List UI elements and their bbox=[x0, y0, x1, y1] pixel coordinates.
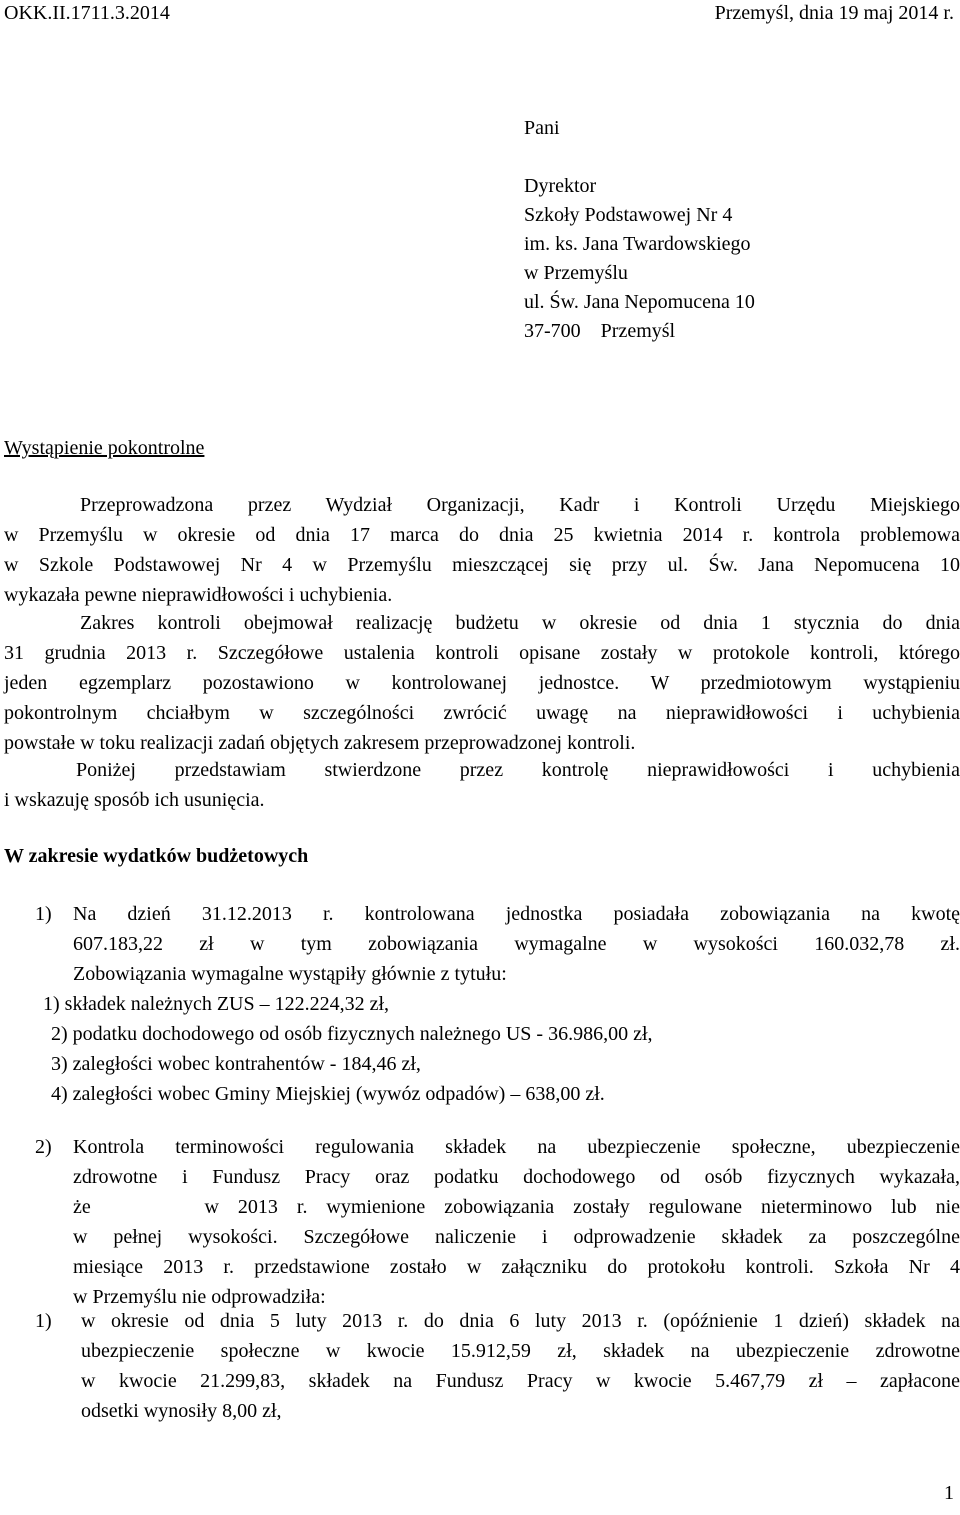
addressee-line: ul. Św. Jana Nepomucena 10 bbox=[524, 291, 755, 313]
list-number: 2) bbox=[35, 1136, 52, 1158]
salutation: Pani bbox=[524, 117, 560, 139]
reference-number: OKK.II.1711.3.2014 bbox=[4, 2, 170, 24]
text-line: Na dzień 31.12.2013 r. kontrolowana jednostka posiadała zobowiązania na kwotę bbox=[73, 903, 960, 925]
list-item-line bbox=[35, 899, 960, 929]
list-item-1 bbox=[35, 899, 960, 1109]
document-title: Wystąpienie pokontrolne bbox=[4, 437, 205, 459]
text-line: Kontrola terminowości regulowania składek na ubezpieczenie społeczne, ubezpieczenie bbox=[73, 1136, 960, 1158]
text-line: Zobowiązania wymagalne wystąpiły głównie z tytułu: bbox=[73, 963, 507, 985]
below-paragraph bbox=[4, 755, 960, 815]
list-number: 1) bbox=[35, 1310, 52, 1332]
list-item-line bbox=[35, 1132, 960, 1162]
intro-paragraph bbox=[4, 490, 960, 610]
text-line: Zakres kontroli obejmował realizację budżetu w okresie od dnia 1 stycznia do dnia bbox=[80, 612, 960, 634]
text-line: Poniżej przedstawiam stwierdzone przez kontrolę nieprawidłowości i uchybienia bbox=[76, 759, 960, 781]
addressee-line: Szkoły Podstawowej Nr 4 bbox=[524, 204, 733, 226]
text-line: w Przemyślu nie odprowadziła: bbox=[73, 1286, 326, 1308]
text-line: w pełnej wysokości. Szczegółowe naliczenie i odprowadzenie składek za poszczególne bbox=[73, 1226, 960, 1248]
list-item-line bbox=[35, 1306, 960, 1336]
sub-item: 1) składek należnych ZUS – 122.224,32 zł, bbox=[43, 993, 390, 1015]
addressee-line: w Przemyślu bbox=[524, 262, 628, 284]
text-line: jeden egzemplarz pozostawiono w kontrolowanej jednostce. W przedmiotowym wystąpieniu bbox=[4, 672, 960, 694]
text-line: i wskazuję sposób ich usunięcia. bbox=[4, 789, 265, 811]
text-line: 607.183,22 zł w tym zobowiązania wymagalne w wysokości 160.032,78 zł. bbox=[73, 933, 960, 955]
text-line: 31 grudnia 2013 r. Szczegółowe ustalenia kontroli opisane zostały w protokole kontroli, którego bbox=[4, 642, 960, 664]
sub-item: 3) zaległości wobec kontrahentów - 184,46 zł, bbox=[51, 1053, 421, 1075]
addressee-block bbox=[524, 114, 755, 346]
addressee-line: Dyrektor bbox=[524, 175, 597, 197]
text-line: miesiące 2013 r. przedstawione zostało w załączniku do protokołu kontroli. Szkoła Nr 4 bbox=[73, 1256, 960, 1278]
list-number: 1) bbox=[35, 903, 52, 925]
section-heading: W zakresie wydatków budżetowych bbox=[4, 845, 309, 867]
place-and-date: Przemyśl, dnia 19 maj 2014 r. bbox=[714, 2, 954, 24]
spacer bbox=[524, 143, 755, 172]
text-line: odsetki wynosiły 8,00 zł, bbox=[81, 1400, 282, 1422]
sub-item: 4) zaległości wobec Gminy Miejskiej (wywóz odpadów) – 638,00 zł. bbox=[51, 1083, 605, 1105]
text-line: pokontrolnym chciałbym w szczególności zwrócić uwagę na nieprawidłowości i uchybienia bbox=[4, 702, 960, 724]
list-item-2-sub-1 bbox=[35, 1306, 960, 1426]
text-line: w kwocie 21.299,83, składek na Fundusz Pracy w kwocie 5.467,79 zł – zapłacone bbox=[81, 1370, 960, 1392]
text-line: wykazała pewne nieprawidłowości i uchybienia. bbox=[4, 584, 393, 606]
text-line: w okresie od dnia 5 luty 2013 r. do dnia 6 luty 2013 r. (opóźnienie 1 dzień) składek na bbox=[81, 1310, 960, 1332]
list-item-2 bbox=[35, 1132, 960, 1312]
text-line: w Przemyślu w okresie od dnia 17 marca do dnia 25 kwietnia 2014 r. kontrola problemowa bbox=[4, 524, 960, 546]
text-line: zdrowotne i Fundusz Pracy oraz podatku dochodowego od osób fizycznych wykazała, bbox=[73, 1166, 960, 1188]
text-line: Przeprowadzona przez Wydział Organizacji, Kadr i Kontroli Urzędu Miejskiego bbox=[80, 494, 960, 516]
text-line: że w 2013 r. wymienione zobowiązania zostały regulowane nieterminowo lub nie bbox=[73, 1196, 960, 1218]
text-line: powstałe w toku realizacji zadań objętych zakresem przeprowadzonej kontroli. bbox=[4, 732, 636, 754]
text-line: ubezpieczenie społeczne w kwocie 15.912,59 zł, składek na ubezpieczenie zdrowotne bbox=[81, 1340, 960, 1362]
scope-paragraph bbox=[4, 608, 960, 758]
sub-item: 2) podatku dochodowego od osób fizycznych należnego US - 36.986,00 zł, bbox=[51, 1023, 653, 1045]
text-line: w Szkole Podstawowej Nr 4 w Przemyślu mieszczącej się przy ul. Św. Jana Nepomucena 10 bbox=[4, 554, 960, 576]
addressee-line: 37-700 Przemyśl bbox=[524, 320, 676, 342]
addressee-line: im. ks. Jana Twardowskiego bbox=[524, 233, 751, 255]
page-number: 1 bbox=[944, 1482, 954, 1504]
